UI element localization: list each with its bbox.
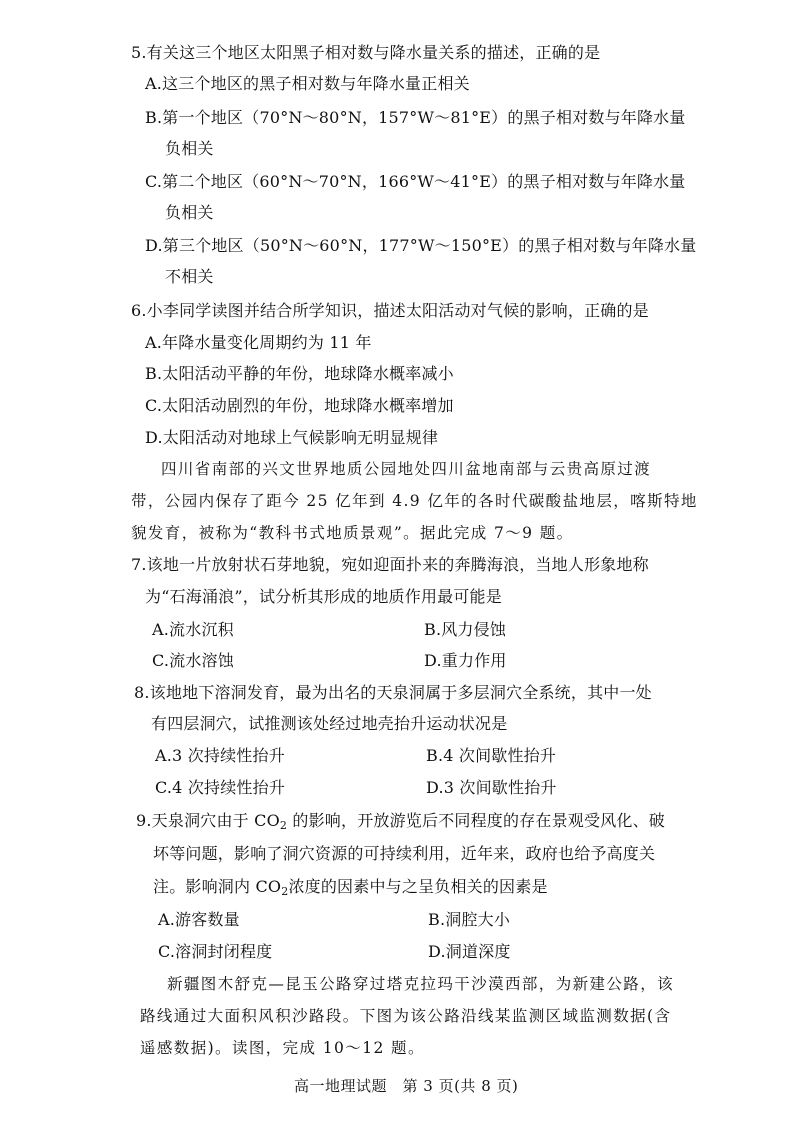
q7-option-c: C.流水溶蚀	[152, 651, 234, 670]
q5-option-a: A.这三个地区的黑子相对数与年降水量正相关	[145, 74, 470, 93]
q9-option-a: A.游客数量	[158, 910, 240, 929]
q8-option-a: A.3 次持续性抬升	[155, 746, 285, 765]
q5-option-d-line2: 不相关	[165, 267, 214, 286]
q8-stem-line2: 有四层洞穴，试推测该处经过地壳抬升运动状况是	[151, 714, 508, 733]
q7-option-b: B.风力侵蚀	[424, 620, 507, 639]
q6-option-b: B.太阳活动平静的年份，地球降水概率减小	[145, 364, 454, 383]
q7-option-d: D.重力作用	[424, 651, 507, 670]
q5-option-c-line1: C.第二个地区（60°N～70°N，166°W～41°E）的黑子相对数与年降水量	[145, 172, 686, 191]
q9-stem-line2: 坏等问题，影响了洞穴资源的可持续利用，近年来，政府也给予高度关	[153, 844, 656, 863]
q6-option-d: D.太阳活动对地球上气候影响无明显规律	[145, 428, 439, 447]
q6-stem: 6.小李同学读图并结合所学知识，描述太阳活动对气候的影响，正确的是	[131, 301, 649, 320]
q6-option-a: A.年降水量变化周期约为 11 年	[145, 333, 372, 352]
q7-option-a: A.流水沉积	[152, 620, 234, 639]
q8-option-c: C.4 次持续性抬升	[155, 778, 286, 797]
q9-option-c: C.溶洞封闭程度	[158, 942, 273, 961]
passage1-line3: 貌发育，被称为“教科书式地质景观”。据此完成 7～9 题。	[131, 524, 574, 542]
passage1-line1: 四川省南部的兴文世界地质公园地处四川盆地南部与云贵高原过渡	[161, 460, 652, 478]
q5-option-c-line2: 负相关	[165, 203, 214, 222]
q5-option-b-line1: B.第一个地区（70°N～80°N，157°W～81°E）的黑子相对数与年降水量	[145, 108, 686, 127]
q7-stem-line1: 7.该地一片放射状石芽地貌，宛如迎面扑来的奔腾海浪，当地人形象地称	[131, 555, 649, 574]
passage2-line3: 遥感数据)。读图，完成 10～12 题。	[140, 1039, 425, 1057]
q8-option-d: D.3 次间歇性抬升	[426, 778, 557, 797]
q7-stem-line2: 为“石海涌浪”，试分析其形成的地质作用最可能是	[145, 587, 502, 606]
q6-option-c: C.太阳活动剧烈的年份，地球降水概率增加	[145, 396, 454, 415]
q5-option-b-line2: 负相关	[165, 139, 214, 158]
q9-stem-line3: 注。影响洞内 $CO_2$浓度的因素中与之呈负相关的因素是	[153, 877, 548, 898]
q8-option-b: B.4 次间歇性抬升	[426, 746, 557, 765]
passage2-line2: 路线通过大面积风积沙路段。下图为该公路沿线某监测区域监测数据(含	[140, 1007, 672, 1025]
q9-stem-line1: 9.天泉洞穴由于 $CO_2$ 的影响，开放游览后不同程度的存在景观受风化、破	[136, 811, 666, 832]
q5-stem: 5.有关这三个地区太阳黑子相对数与降水量关系的描述，正确的是	[131, 43, 601, 62]
passage2-line1: 新疆图木舒克—昆玉公路穿过塔克拉玛干沙漠西部，为新建公路，该	[167, 975, 675, 993]
q9-option-d: D.洞道深度	[428, 942, 511, 961]
q9-option-b: B.洞腔大小	[428, 910, 511, 929]
q8-stem-line1: 8.该地地下溶洞发育，最为出名的天泉洞属于多层洞穴全系统，其中一处	[134, 683, 652, 702]
passage1-line2: 带，公园内保存了距今 25 亿年到 4.9 亿年的各时代碳酸盐地层，喀斯特地	[131, 492, 698, 510]
page-footer: 高一地理试题 第 3 页(共 8 页)	[294, 1077, 519, 1095]
q5-option-d-line1: D.第三个地区（50°N～60°N，177°W～150°E）的黑子相对数与年降水量	[145, 236, 697, 255]
